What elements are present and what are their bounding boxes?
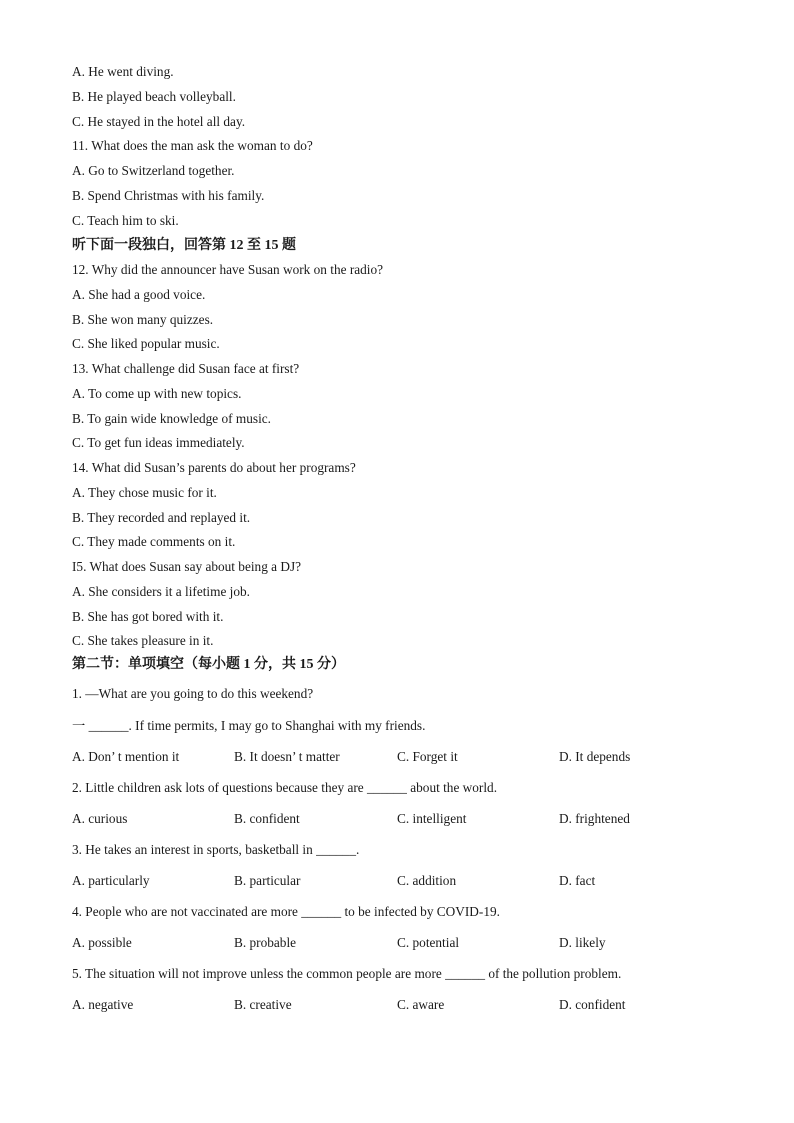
question-stem: 12. Why did the announcer have Susan work on the radio? — [72, 262, 384, 277]
question-stem: 4. People who are not vaccinated are more ______ to be infected by COVID-19. — [72, 904, 500, 919]
option-c: C. addition — [397, 873, 457, 888]
list-item: A. They chose music for it. — [72, 484, 217, 500]
list-item: C. To get fun ideas immediately. — [72, 435, 245, 451]
question-1 — [72, 686, 752, 780]
question-4 — [72, 904, 752, 966]
question-2 — [72, 780, 752, 842]
section-heading: 第二节：单项填空（每小题 1 分，共 15 分） — [72, 657, 345, 672]
list-item: A. Go to Switzerland together. — [72, 163, 235, 178]
option-c: C. potential — [397, 935, 460, 950]
option-b: B. particular — [234, 873, 301, 888]
list-item: B. Spend Christmas with his family. — [72, 187, 265, 203]
question-3 — [72, 842, 752, 904]
list-item: C. He stayed in the hotel all day. — [72, 113, 246, 129]
option-b: B. creative — [234, 997, 292, 1012]
option-b: B. confident — [234, 811, 300, 826]
question-stem: 5. The situation will not improve unless the common people are more ______ of the pollution problem. — [72, 966, 622, 981]
list-item: A. She had a good voice. — [72, 286, 206, 302]
option-a: A. particularly — [72, 873, 150, 888]
list-item: A. He went diving. — [72, 64, 174, 79]
list-item: B. She has got bored with it. — [72, 608, 224, 624]
list-item: C. She takes pleasure in it. — [72, 633, 214, 649]
option-a: A. curious — [72, 811, 128, 826]
question-stem: 1. —What are you going to do this weekend? — [72, 686, 314, 701]
section-heading: 听下面一段独白，回答第 12 至 15 题 — [72, 238, 296, 254]
options-row — [72, 935, 752, 966]
list-item: A. She considers it a lifetime job. — [72, 583, 250, 599]
list-item: A. To come up with new topics. — [72, 385, 242, 401]
options-row — [72, 811, 752, 842]
options-row — [72, 873, 752, 904]
question-5 — [72, 966, 752, 1028]
list-item: C. Teach him to ski. — [72, 212, 179, 228]
option-d: D. It depends — [559, 749, 631, 764]
option-d: D. confident — [559, 997, 626, 1012]
option-c: C. aware — [397, 997, 445, 1012]
single-choice-section — [72, 656, 752, 1028]
option-b: B. It doesn’ t matter — [234, 749, 340, 764]
question-stem: 14. What did Susan’s parents do about her programs? — [72, 460, 356, 475]
option-d: D. fact — [559, 873, 596, 888]
options-row — [72, 749, 752, 780]
option-d: D. frightened — [559, 811, 630, 826]
listening-section — [72, 64, 383, 658]
option-d: D. likely — [559, 935, 606, 950]
question-stem: 11. What does the man ask the woman to do? — [72, 138, 313, 154]
question-stem: I5. What does Susan say about being a DJ? — [72, 559, 302, 574]
list-item: C. They made comments on it. — [72, 534, 236, 550]
list-item: B. To gain wide knowledge of music. — [72, 410, 271, 426]
list-item: B. She won many quizzes. — [72, 311, 214, 327]
question-stem: 2. Little children ask lots of questions because they are ______ about the world. — [72, 780, 498, 795]
question-stem: 3. He takes an interest in sports, basketball in ______. — [72, 842, 360, 857]
option-a: A. possible — [72, 935, 132, 950]
option-a: A. Don’ t mention it — [72, 749, 180, 764]
options-row — [72, 997, 752, 1028]
option-a: A. negative — [72, 997, 134, 1012]
question-stem: 13. What challenge did Susan face at first? — [72, 361, 300, 376]
list-item: C. She liked popular music. — [72, 336, 220, 352]
option-c: C. Forget it — [397, 749, 458, 764]
question-stem: 一 ______. If time permits, I may go to Shanghai with my friends. — [72, 718, 426, 733]
option-b: B. probable — [234, 935, 297, 950]
list-item: B. He played beach volleyball. — [72, 88, 236, 104]
list-item: B. They recorded and replayed it. — [72, 509, 251, 525]
option-c: C. intelligent — [397, 811, 467, 826]
